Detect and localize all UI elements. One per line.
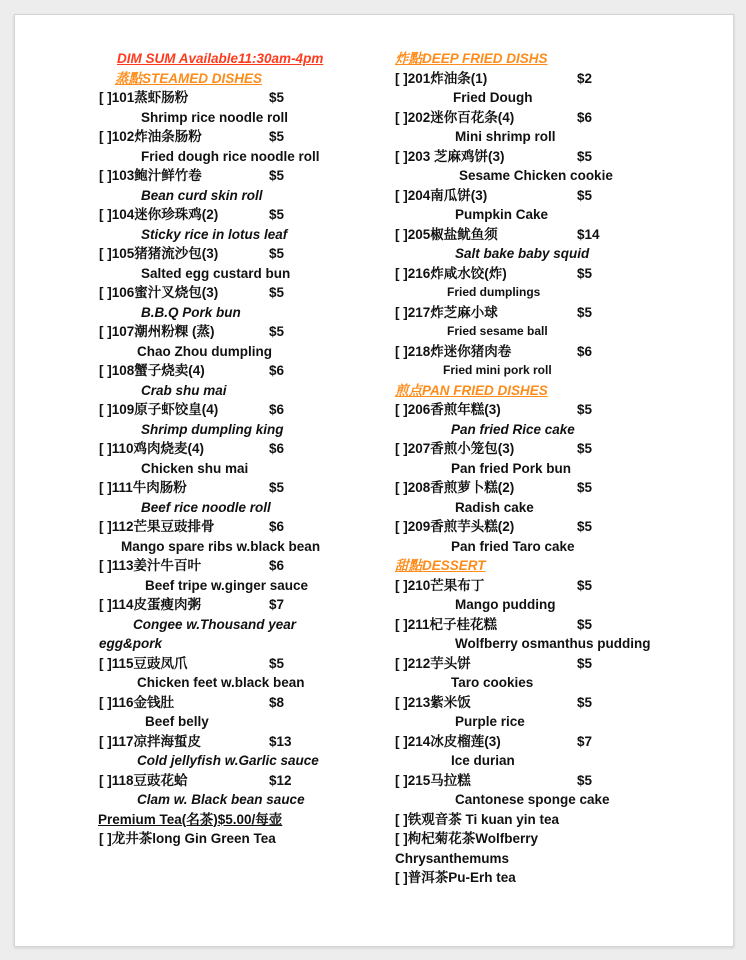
menu-item-description: B.B.Q Pork bun bbox=[141, 304, 241, 320]
menu-item-price: $7 bbox=[269, 597, 285, 612]
menu-item-row[interactable] bbox=[395, 186, 735, 206]
menu-item-price: $5 bbox=[269, 168, 285, 183]
menu-item-code: [ ]205椒盐鱿鱼须 bbox=[395, 226, 498, 242]
menu-item-row[interactable] bbox=[99, 88, 439, 108]
menu-item-code: [ ]214冰皮榴莲(3) bbox=[395, 733, 501, 749]
menu-item-code: [ ]211杞子桂花糕 bbox=[395, 616, 498, 632]
menu-sheet bbox=[14, 14, 734, 947]
menu-item-price: $5 bbox=[269, 246, 285, 261]
menu-item-description: Shrimp dumpling king bbox=[141, 421, 284, 437]
menu-item-description: Taro cookies bbox=[451, 675, 534, 690]
menu-item-row[interactable] bbox=[395, 517, 735, 537]
menu-item-description: Mini shrimp roll bbox=[455, 129, 556, 144]
menu-item-description: Pumpkin Cake bbox=[455, 207, 549, 222]
menu-item-price: $5 bbox=[269, 324, 285, 339]
menu-item-code: [ ]216炸咸水饺(炸) bbox=[395, 265, 507, 281]
menu-item-price: $5 bbox=[577, 577, 593, 593]
menu-item-price: $5 bbox=[577, 616, 593, 632]
menu-item-row[interactable] bbox=[99, 654, 439, 674]
menu-item-description: Chicken feet w.black bean bbox=[137, 675, 305, 690]
menu-item-code: [ ]206香煎年糕(3) bbox=[395, 402, 501, 417]
menu-item-price: $5 bbox=[269, 129, 285, 144]
menu-item-price: $5 bbox=[269, 655, 285, 671]
menu-item-price: $13 bbox=[269, 733, 292, 749]
menu-item-row[interactable] bbox=[99, 361, 439, 381]
dessert-list bbox=[395, 576, 735, 810]
menu-item-description: Bean curd skin roll bbox=[141, 187, 263, 203]
menu-item-price: $2 bbox=[577, 70, 593, 86]
menu-item-code: [ ]215马拉糕 bbox=[395, 772, 471, 788]
menu-item-code: [ ]112芒果豆豉排骨 bbox=[99, 519, 215, 534]
menu-item-price: $8 bbox=[269, 694, 285, 710]
menu-item-description: Mango pudding bbox=[455, 597, 556, 612]
menu-item-price: $5 bbox=[577, 187, 593, 203]
fried-list bbox=[395, 69, 735, 381]
menu-item-row[interactable] bbox=[99, 205, 439, 225]
menu-item-description: Wolfberry osmanthus pudding bbox=[455, 636, 651, 651]
menu-item-code: [ ]201炸油条(1) bbox=[395, 70, 488, 86]
tea-header: Premium Tea(名茶)$5.00/每壶 bbox=[98, 811, 283, 827]
tea-item[interactable]: [ ]铁观音茶 Ti kuan yin tea bbox=[395, 811, 560, 827]
menu-item-description: Clam w. Black bean sauce bbox=[137, 792, 305, 807]
steamed-list bbox=[99, 88, 439, 810]
menu-item-code: [ ]107潮州粉粿 (蒸) bbox=[99, 324, 215, 339]
menu-item-price: $7 bbox=[577, 733, 593, 749]
menu-item-description: Pan fried Rice cake bbox=[451, 421, 575, 437]
pan-header: 煎点PAN FRIED DISHES bbox=[395, 382, 548, 398]
menu-item-row[interactable] bbox=[395, 478, 735, 498]
menu-item-description: Congee w.Thousand year bbox=[133, 616, 297, 632]
menu-item-price: $6 bbox=[577, 343, 593, 359]
left-column bbox=[99, 49, 439, 849]
fried-header: 炸點DEEP FRIED DISHS bbox=[395, 51, 548, 66]
menu-item-code: [ ]212芋头饼 bbox=[395, 655, 471, 671]
menu-item-code: [ ]109原子虾饺皇(4) bbox=[99, 402, 219, 417]
menu-item-code: [ ]118豆豉花蛤 bbox=[99, 772, 188, 788]
menu-item-price: $5 bbox=[577, 402, 593, 417]
menu-item-price: $6 bbox=[577, 109, 593, 125]
menu-item-row[interactable] bbox=[99, 556, 439, 576]
menu-item-row[interactable] bbox=[395, 400, 735, 420]
menu-item-price: $14 bbox=[577, 226, 600, 242]
menu-item-price: $5 bbox=[577, 265, 593, 281]
menu-item-description: Fried dough rice noodle roll bbox=[141, 148, 320, 164]
menu-item-code: [ ]210芒果布丁 bbox=[395, 577, 485, 593]
menu-item-description: Salted egg custard bun bbox=[141, 265, 291, 281]
menu-item-description: Fried mini pork roll bbox=[443, 363, 552, 377]
menu-item-description: Pan fried Pork bun bbox=[451, 460, 572, 476]
menu-item-code: [ ]104迷你珍珠鸡(2) bbox=[99, 207, 219, 222]
menu-item-code: [ ]101蒸虾肠粉 bbox=[99, 90, 189, 105]
menu-item-price: $5 bbox=[577, 519, 593, 534]
menu-item-description: Cantonese sponge cake bbox=[455, 792, 610, 807]
menu-item-row[interactable] bbox=[395, 615, 735, 635]
menu-item-description: Fried Dough bbox=[453, 90, 533, 105]
menu-item-price: $5 bbox=[577, 441, 593, 456]
menu-item-row[interactable] bbox=[395, 69, 735, 89]
menu-item-description: Fried sesame ball bbox=[447, 324, 548, 338]
menu-item-row[interactable] bbox=[395, 303, 735, 323]
menu-item-code: [ ]115豆豉凤爪 bbox=[99, 655, 188, 671]
menu-item-description: Salt bake baby squid bbox=[455, 246, 590, 261]
menu-item-description-cont: egg&pork bbox=[99, 636, 163, 651]
menu-item-row[interactable] bbox=[395, 732, 735, 752]
menu-item-price: $5 bbox=[269, 90, 285, 105]
tea-item: Chrysanthemums bbox=[395, 850, 510, 866]
tea-item[interactable]: [ ]普洱茶Pu-Erh tea bbox=[395, 870, 516, 885]
menu-item-price: $12 bbox=[269, 772, 292, 788]
menu-item-code: [ ]217炸芝麻小球 bbox=[395, 304, 498, 320]
menu-item-row[interactable] bbox=[99, 400, 439, 420]
menu-item-description: Radish cake bbox=[455, 499, 534, 515]
menu-item-price: $5 bbox=[269, 207, 285, 222]
menu-item-row[interactable] bbox=[99, 166, 439, 186]
menu-item-description: Fried dumplings bbox=[447, 285, 541, 299]
menu-item-code: [ ]209香煎芋头糕(2) bbox=[395, 519, 515, 534]
menu-item-description: Beef tripe w.ginger sauce bbox=[145, 577, 309, 593]
dimsum-title: DIM SUM Available11:30am-4pm bbox=[117, 51, 324, 66]
menu-item-row[interactable] bbox=[99, 478, 439, 498]
menu-item-row[interactable] bbox=[99, 595, 439, 615]
menu-item-code: [ ]117凉拌海蜇皮 bbox=[99, 733, 202, 749]
menu-item-row[interactable] bbox=[395, 654, 735, 674]
tea-item[interactable]: [ ]枸杞菊花茶Wolfberry bbox=[395, 831, 539, 846]
menu-item-code: [ ]204南瓜饼(3) bbox=[395, 187, 488, 203]
menu-item-code: [ ]116金钱肚 bbox=[99, 694, 175, 710]
menu-item-row[interactable] bbox=[395, 439, 735, 459]
menu-item-row[interactable] bbox=[395, 108, 735, 128]
menu-item-description: Chicken shu mai bbox=[141, 460, 249, 476]
menu-item-price: $5 bbox=[269, 285, 285, 300]
menu-item-row[interactable] bbox=[395, 225, 735, 245]
menu-item-row[interactable] bbox=[395, 576, 735, 596]
menu-item-row[interactable] bbox=[99, 283, 439, 303]
menu-item-row[interactable] bbox=[99, 771, 439, 791]
dessert-header: 甜點DESSERT bbox=[395, 558, 486, 573]
menu-item-row[interactable] bbox=[395, 264, 735, 284]
tea-item[interactable]: [ ]龙井茶long Gin Green Tea bbox=[99, 831, 276, 846]
menu-item-description: Chao Zhou dumpling bbox=[137, 343, 272, 359]
menu-item-code: [ ]111牛肉肠粉 bbox=[99, 480, 187, 495]
menu-item-price: $5 bbox=[577, 772, 593, 788]
menu-item-price: $6 bbox=[269, 558, 285, 573]
menu-item-code: [ ]110鸡肉烧麦(4) bbox=[99, 441, 205, 456]
menu-item-code: [ ]113姜汁牛百叶 bbox=[99, 558, 202, 573]
menu-item-row[interactable] bbox=[395, 147, 735, 167]
menu-item-row[interactable] bbox=[395, 342, 735, 362]
menu-item-price: $6 bbox=[269, 402, 285, 417]
menu-item-price: $5 bbox=[577, 148, 593, 164]
menu-item-description: Purple rice bbox=[455, 714, 525, 729]
menu-item-price: $5 bbox=[577, 480, 593, 495]
menu-item-code: [ ]103鲍汁鲜竹卷 bbox=[99, 168, 202, 183]
menu-item-code: [ ]105猪猪流沙包(3) bbox=[99, 246, 219, 261]
menu-item-code: [ ]108蟹子烧卖(4) bbox=[99, 363, 205, 378]
menu-item-description: Beef rice noodle roll bbox=[141, 499, 271, 515]
menu-item-code: [ ]106蜜汁叉烧包(3) bbox=[99, 285, 219, 300]
menu-item-description: Sticky rice in lotus leaf bbox=[141, 226, 288, 242]
menu-item-description: Beef belly bbox=[145, 714, 209, 729]
menu-item-price: $6 bbox=[269, 363, 285, 378]
right-column bbox=[395, 49, 735, 888]
menu-item-code: [ ]102炸油条肠粉 bbox=[99, 129, 202, 144]
menu-item-description: Cold jellyfish w.Garlic sauce bbox=[137, 753, 319, 768]
menu-item-code: [ ]202迷你百花条(4) bbox=[395, 109, 515, 125]
pan-list bbox=[395, 400, 735, 556]
menu-item-price: $5 bbox=[269, 480, 285, 495]
menu-item-code: [ ]114皮蛋瘦肉粥 bbox=[99, 597, 202, 612]
menu-item-row[interactable] bbox=[99, 517, 439, 537]
menu-item-row[interactable] bbox=[99, 322, 439, 342]
menu-item-code: [ ]203 芝麻鸡饼(3) bbox=[395, 148, 505, 164]
steamed-header: 蒸點STEAMED DISHES bbox=[115, 70, 263, 86]
menu-item-row[interactable] bbox=[395, 771, 735, 791]
menu-item-row[interactable] bbox=[99, 127, 439, 147]
menu-item-price: $5 bbox=[577, 304, 593, 320]
menu-item-price: $6 bbox=[269, 441, 285, 456]
menu-item-description: Crab shu mai bbox=[141, 382, 227, 398]
menu-item-description: Mango spare ribs w.black bean bbox=[121, 538, 321, 554]
menu-item-row[interactable] bbox=[99, 439, 439, 459]
menu-item-code: [ ]208香煎萝卜糕(2) bbox=[395, 480, 515, 495]
menu-item-price: $5 bbox=[577, 655, 593, 671]
menu-item-row[interactable] bbox=[99, 693, 439, 713]
menu-item-price: $5 bbox=[577, 694, 593, 710]
menu-item-description: Sesame Chicken cookie bbox=[459, 168, 613, 183]
menu-item-code: [ ]207香煎小笼包(3) bbox=[395, 441, 515, 456]
menu-item-row[interactable] bbox=[99, 732, 439, 752]
menu-item-code: [ ]218炸迷你猪肉卷 bbox=[395, 343, 512, 359]
menu-item-code: [ ]213紫米饭 bbox=[395, 694, 471, 710]
menu-item-description: Ice durian bbox=[451, 753, 515, 768]
menu-item-description: Shrimp rice noodle roll bbox=[141, 109, 289, 125]
right-tea-list bbox=[395, 810, 735, 888]
menu-item-row[interactable] bbox=[395, 693, 735, 713]
menu-item-description: Pan fried Taro cake bbox=[451, 538, 575, 554]
menu-item-row[interactable] bbox=[99, 244, 439, 264]
menu-item-price: $6 bbox=[269, 519, 285, 534]
